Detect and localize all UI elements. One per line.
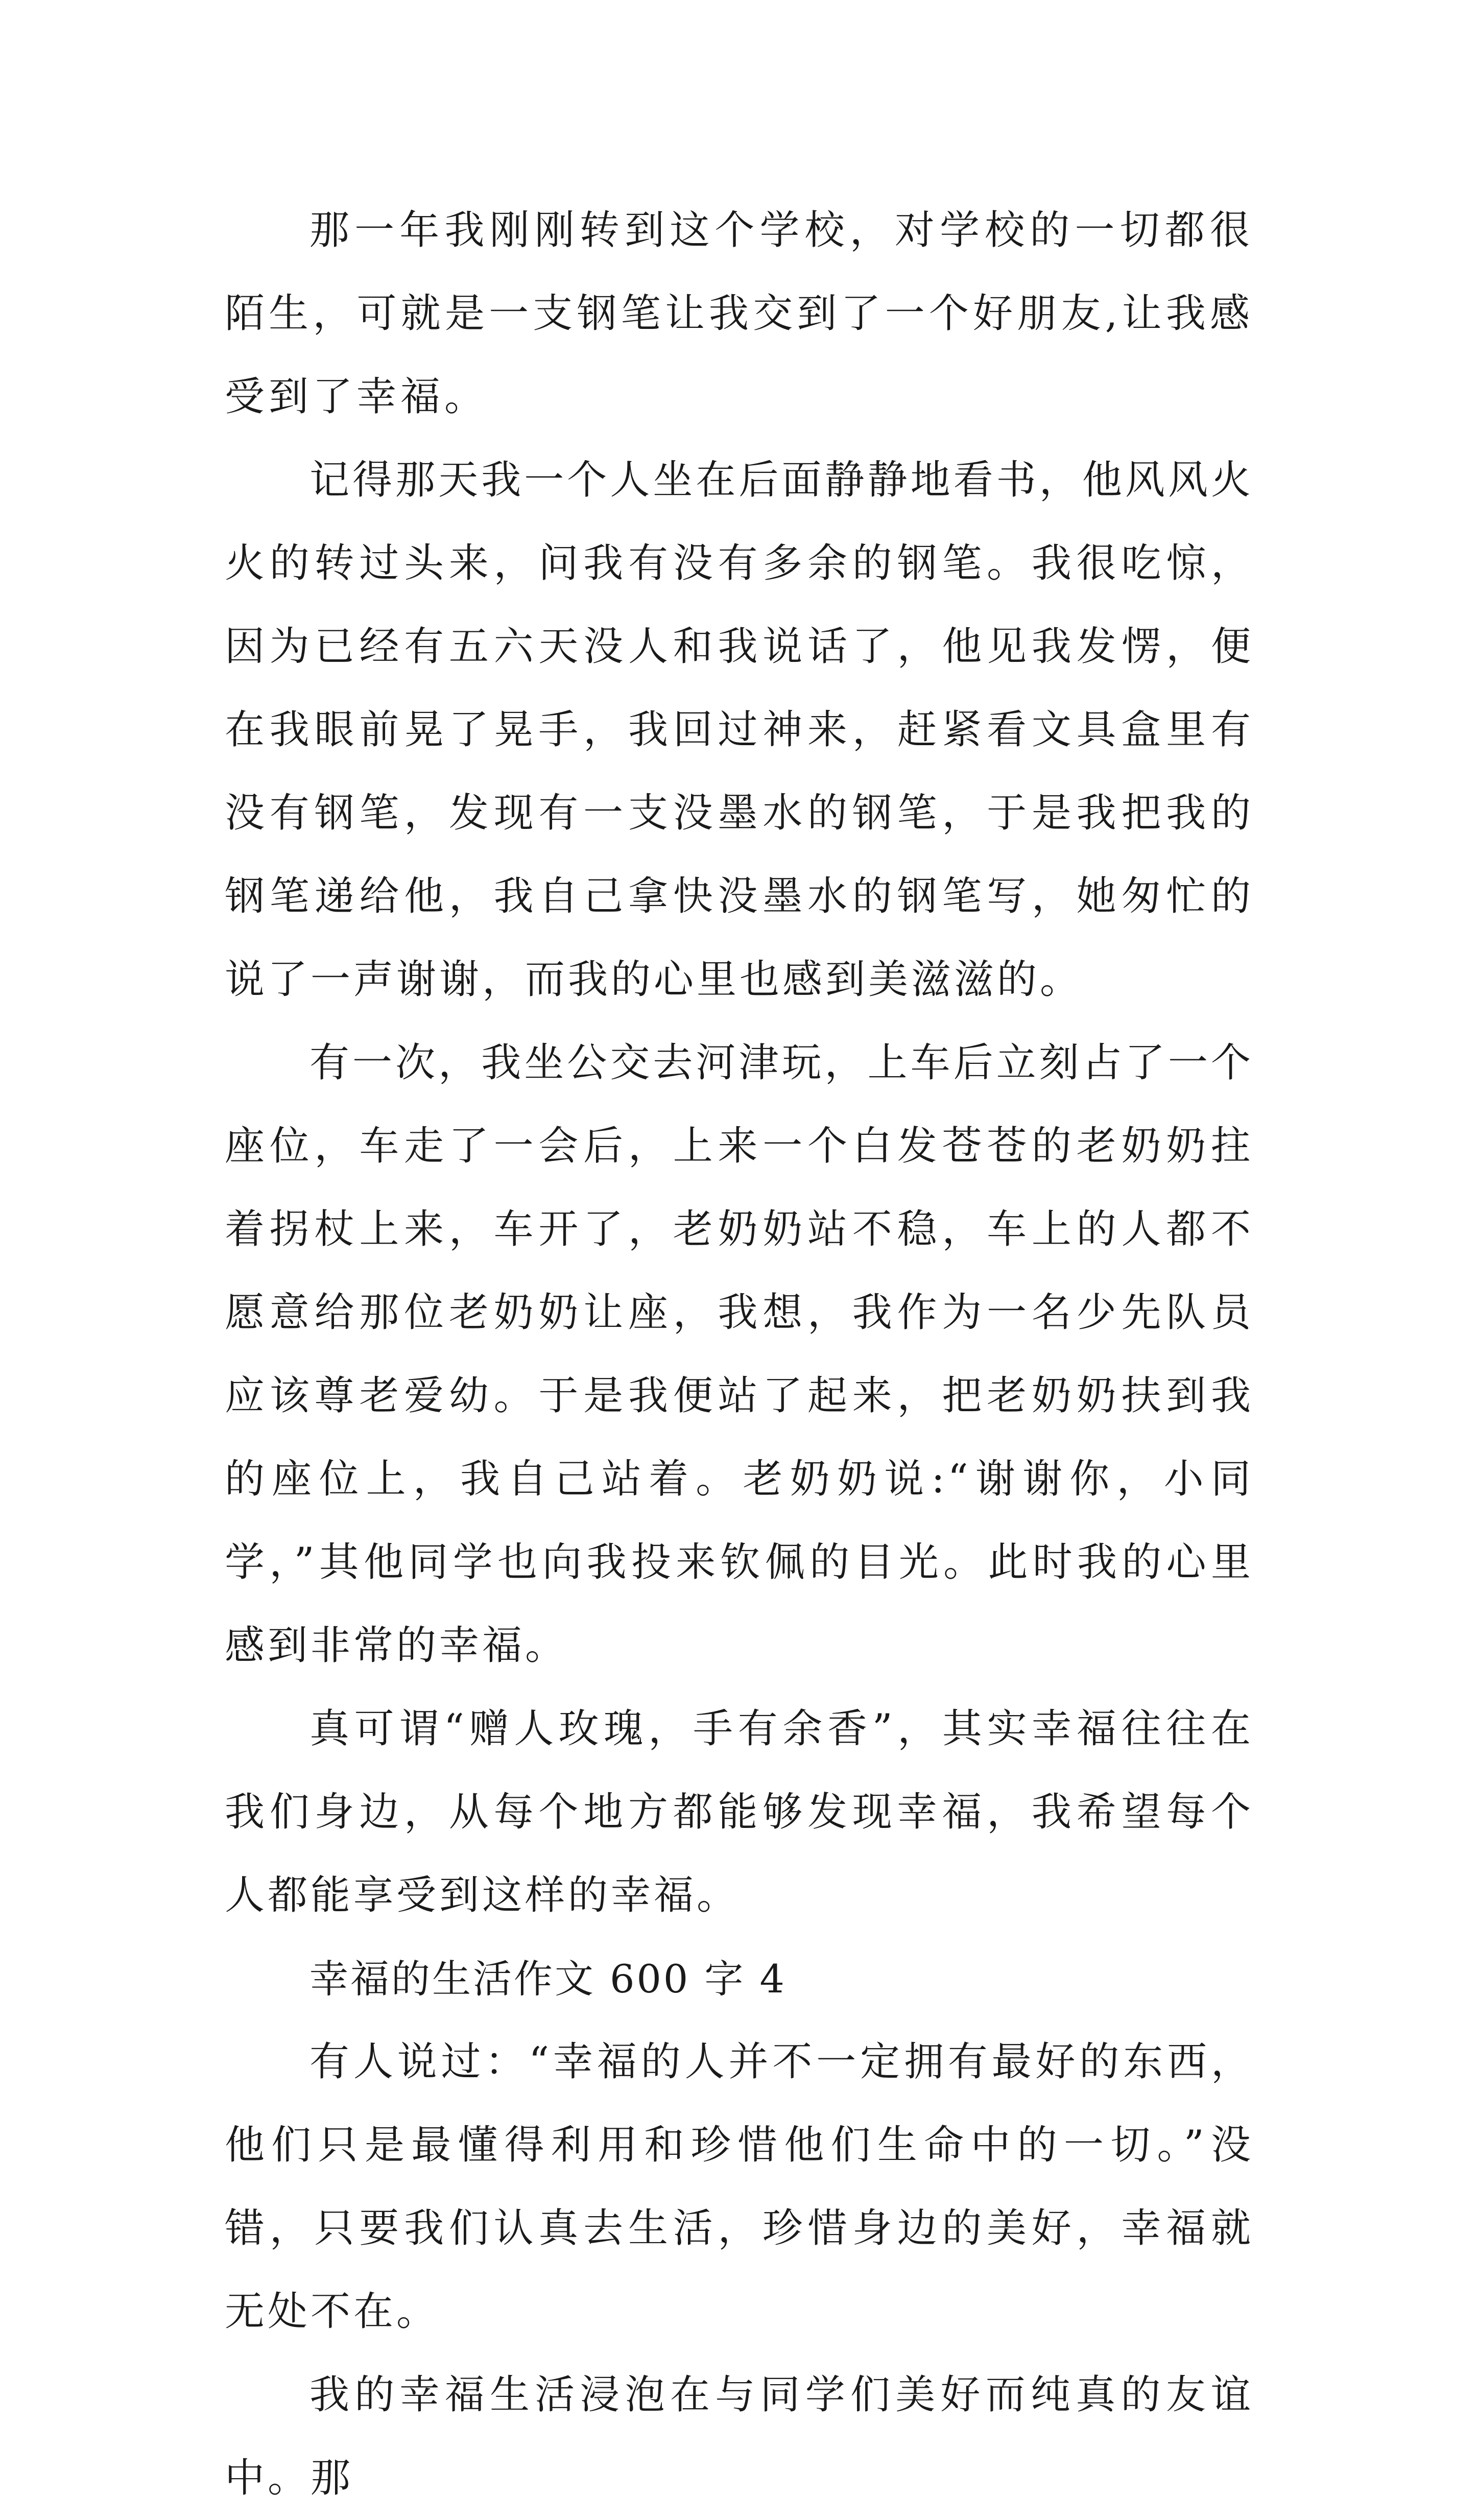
paragraph-3: 有一次，我坐公交去河津玩，上车后立刻占了一个座位，车走了一会后，上来一个白发苍苍的老奶奶拄着拐杖上来，车开了，老奶奶站不稳，车上的人都不愿意给那位老奶奶让座，我想，我作为一名少先队员应该尊老爱幼。于是我便站了起来，把老奶奶扶到我的座位上，我自己站着。老奶奶说:“谢谢你，小同学，”其他同学也向我投来钦佩的目光。此时我的心里感到非常的幸福。 [225, 1040, 1254, 1669]
document-body [225, 189, 1254, 2520]
paragraph-1: 那一年我刚刚转到这个学校，对学校的一切都很陌生，可就是一支钢笔让我交到了一个好朋友,让我感受到了幸福。 [225, 207, 1254, 420]
paragraph-6: 我的幸福生活浸泡在与同学们美好而纯真的友谊中。那 [225, 2372, 1254, 2501]
paragraph-4: 真可谓“赠人玫瑰，手有余香”，其实幸福往往在我们身边，从每个地方都能够发现幸福，我希望每个人都能享受到这样的幸福。 [225, 1706, 1254, 1918]
paragraph-5: 有人说过：“幸福的人并不一定拥有最好的东西，他们只是最懂得利用和珍惜他们生命中的一切。”没错，只要我们认真去生活，珍惜身边的美好，幸福就无处不在。 [225, 2039, 1254, 2335]
section-heading: 幸福的生活作文 600 字 4 [309, 1956, 786, 2002]
paragraph-2: 记得那天我一个人坐在后面静静地看书，他风风火火的转过头来，问我有没有多余的钢笔。我很吃惊，因为已经有五六天没人和我说话了，他见我发愣，便在我眼前晃了晃手，我回过神来，赶紧看文具盒里有没有钢笔，发现有一支没墨水的钢笔，于是我把我的钢笔递给他，我自己拿快没墨水的钢笔写，她匆忙的说了一声谢谢，而我的心里也感到美滋滋的。 [225, 457, 1254, 1003]
